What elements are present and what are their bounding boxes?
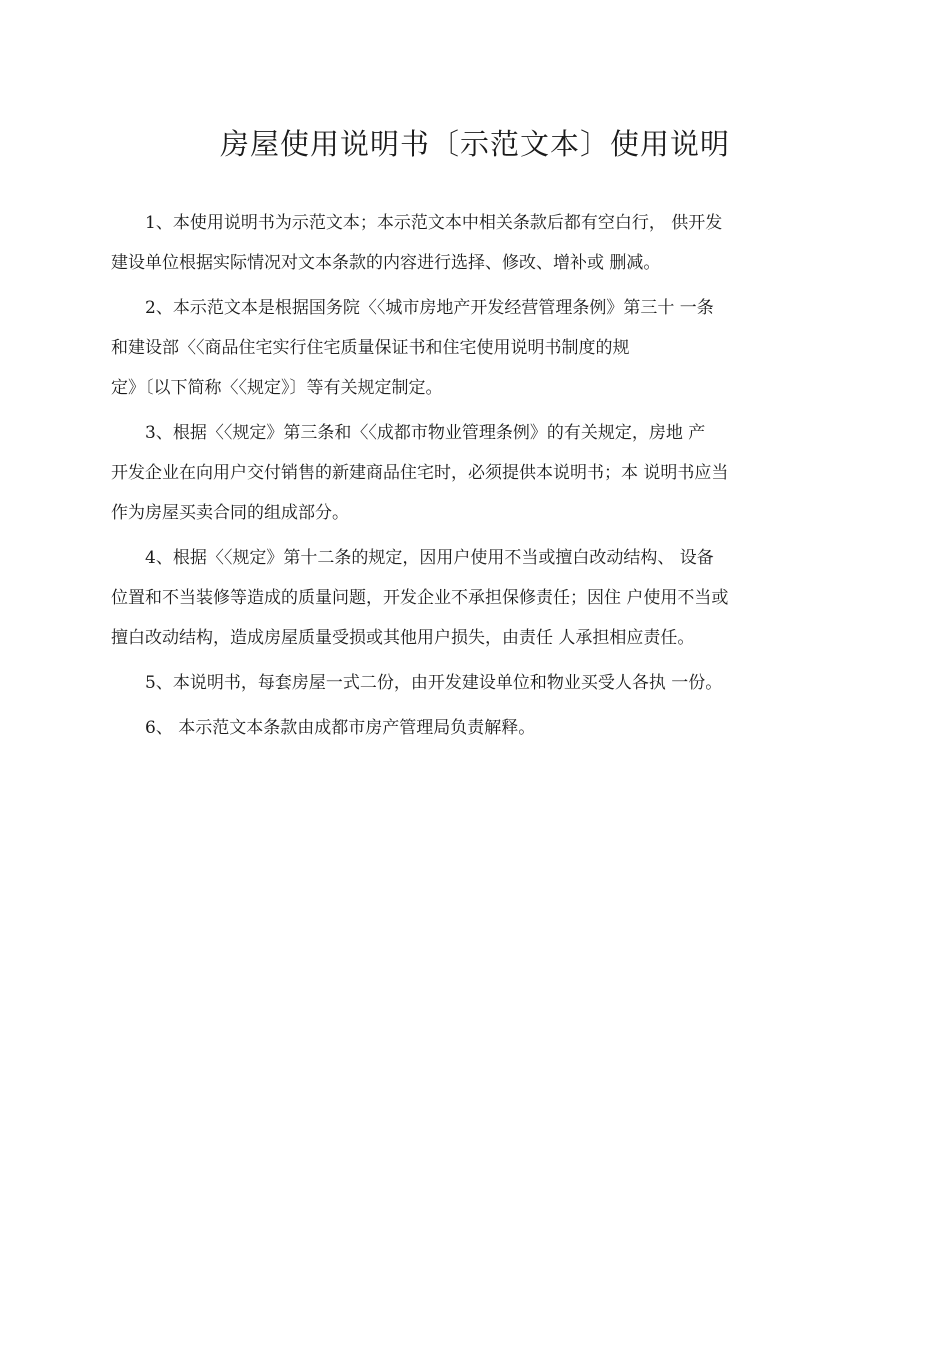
paragraph-4 [111,538,841,658]
paragraph-line: 擅白改动结构，造成房屋质量受损或其他用户损失，由责任 人承担相应责任。 [111,628,695,648]
paragraph-line: 位置和不当装修等造成的质量问题，开发企业不承担保修责任；因住 户使用不当或 [111,588,729,608]
paragraph-line: 6、 本示范文本条款由成都市房产管理局负责解释。 [145,718,536,738]
paragraph-5 [111,663,841,703]
paragraph-line: 1、本使用说明书为示范文本；本示范文本中相关条款后都有空白行， 供开发 [145,213,723,233]
paragraph-line: 3、根据〈〈规定》第三条和〈〈成都市物业管理条例》的有关规定，房地 产 [145,423,706,443]
paragraph-line: 建设单位根据实际情况对文本条款的内容进行选择、修改、增补或 删减。 [111,253,661,273]
paragraph-2 [111,288,841,408]
paragraph-line: 开发企业在向用户交付销售的新建商品住宅时，必须提供本说明书；本 说明书应当 [111,463,729,483]
paragraph-line: 4、根据〈〈规定》第十二条的规定，因用户使用不当或擅白改动结构、 设备 [145,548,714,568]
paragraph-6 [111,708,841,748]
document-title: 房屋使用说明书〔示范文本〕使用说明 [219,127,730,161]
paragraph-1 [111,203,841,283]
paragraph-line: 作为房屋买卖合同的组成部分。 [111,503,349,523]
paragraph-3 [111,413,841,533]
document-body [111,203,841,753]
paragraph-line: 2、本示范文本是根据国务院〈〈城市房地产开发经营管理条例》第三十 一条 [145,298,714,318]
paragraph-line: 和建设部〈〈商品住宅实行住宅质量保证书和住宅使用说明书制度的规 [111,338,630,358]
paragraph-line: 5、本说明书，每套房屋一式二份，由开发建设单位和物业买受人各执 一份。 [145,673,723,693]
paragraph-line: 定》〔以下简称〈〈规定》〕等有关规定制定。 [111,378,443,398]
